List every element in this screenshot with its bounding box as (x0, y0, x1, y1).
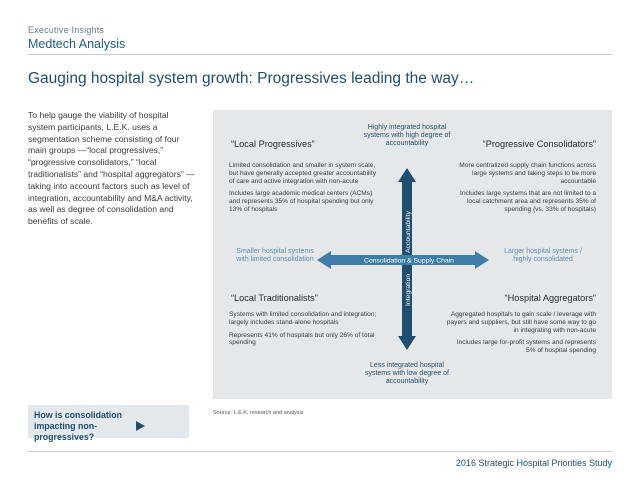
quadrant-text: Includes large systems that are not limited to a local catchment area and represents 35% of spending (vs. 33% of hospitals) (460, 190, 596, 213)
footer-title: 2016 Strategic Hospital Priorities Study (455, 458, 612, 468)
quadrant-body-progressive-consolidators (446, 162, 596, 219)
quadrant-text: More centralized supply chain functions across large systems and taking steps to be more accountable (459, 162, 596, 185)
quadrant-title-local-progressives: “Local Progressives” (231, 139, 315, 149)
quadrant-title-hospital-aggregators: “Hospital Aggregators” (504, 293, 596, 303)
play-arrow-icon[interactable] (136, 421, 145, 431)
left-axis-label: Smaller hospital systems with limited consolidation (236, 248, 314, 263)
quadrant-text: Includes large academic medical centers (ACMs) and represents 35% of hospital spending but only 13% of hospitals (229, 190, 374, 213)
callout-text[interactable]: How is consolidation impacting non-progressives? (34, 410, 122, 442)
quadrant-body-local-progressives (229, 162, 379, 219)
section-label: Medtech Analysis (28, 37, 126, 51)
top-axis-label: Highly integrated hospital systems with high degree of accountability (363, 124, 451, 147)
top-divider (28, 54, 612, 55)
right-axis-label: Larger hospital systems / highly consolidated (504, 248, 582, 263)
quadrant-text: Systems with limited consolidation and integration; largely includes stand-alone hospitals (229, 311, 377, 326)
accountability-axis-label: Accountability (405, 211, 412, 253)
page-title: Gauging hospital system growth: Progressives leading the way… (28, 70, 475, 87)
quadrant-text: Includes large for-profit systems and represents 5% of hospital spending (456, 339, 596, 355)
quadrant-text: Aggregated hospitals to gain scale / leverage with payers and suppliers, but still have some way to go in integrating with non-acute (446, 311, 596, 334)
quadrant-text: Limited consolidation and smaller in system scale, but have generally accepted greater accountability of care and active integration with non-acute (229, 162, 376, 185)
quadrant-body-hospital-aggregators (446, 311, 596, 360)
quadrant-title-progressive-consolidators: “Progressive Consolidators” (482, 139, 596, 149)
bottom-axis-label: Less integrated hospital systems with low degree of accountability (364, 362, 450, 385)
intro-paragraph: To help gauge the viability of hospital system participants, L.E.K. uses a segmentation scheme consisting of four main groups —“local progressives,” “progressive consolidators,” “local traditionalists” and “hospital aggregators” — taking into account factors such as level of integration, accountability and M&A activity, as well as degree of consolidation and benefits of scale. (28, 110, 195, 227)
quadrant-title-local-traditionalists: “Local Traditionalists” (231, 293, 318, 303)
segmentation-matrix (213, 110, 612, 399)
kicker-label: Executive Insights (28, 25, 105, 35)
callout-box[interactable] (28, 405, 189, 442)
bottom-divider (28, 451, 612, 452)
consolidation-axis-label: Consolidation & Supply Chain (364, 257, 454, 265)
quadrant-body-local-traditionalists (229, 311, 377, 352)
source-note: Source: L.E.K. research and analysis (213, 410, 304, 416)
quadrant-text: Represents 41% of hospitals but only 26% of total spending (229, 331, 375, 347)
integration-axis-label: Integration (405, 273, 412, 306)
